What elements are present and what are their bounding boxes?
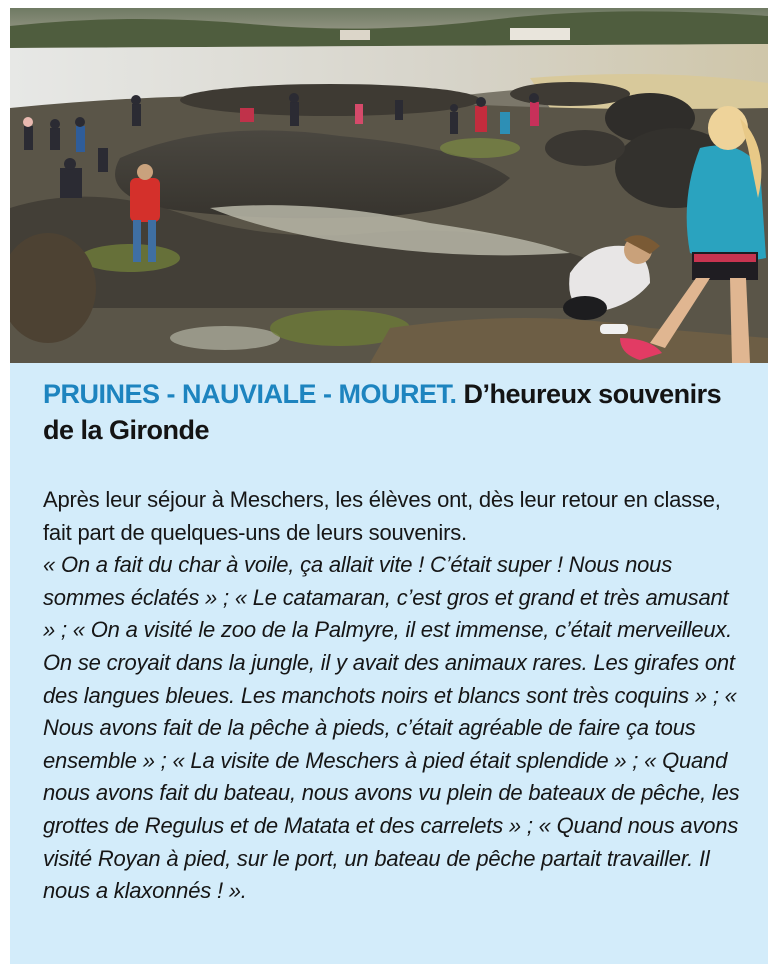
article-intro: Après leur séjour à Meschers, les élèves ont, dès leur retour en classe, fait part de quelques-uns de leurs souvenirs. <box>43 487 721 545</box>
headline-title: D’heureux souvenirs de la Gironde <box>43 379 722 445</box>
article-headline <box>43 376 743 448</box>
article-body <box>43 484 743 908</box>
article-quotes: « On a fait du char à voile, ça allait vite ! C’était super ! Nous nous sommes éclatés » ; « Le catamaran, c’est gros et grand et très amusant » ; « On a visité le zoo de la Palmyre, il est immense, c’était merveilleux. On se croyait dans la jungle, il y avait des animaux rares. Les girafes ont des langues bleues. Les manchots noirs et blancs sont très coquins » ; « Nous avons fait de la pêche à pieds, c’était agréable de faire ça tous ensemble » ; « La visite de Meschers à pied était splendide » ; « Quand nous avons fait du bateau, nous avons vu plein de bateaux de pêche, les grottes de Regulus et de Matata et des carrelets » ; « Quand nous avons visité Royan à pied, sur le port, un bateau de pêche partait travailler. Il nous a klaxonnés ! ». <box>43 552 740 904</box>
beach-rocks-photo <box>10 8 768 363</box>
headline-kicker: PRUINES - NAUVIALE - MOURET. <box>43 379 457 409</box>
article-clipping <box>10 8 768 964</box>
article-photo <box>10 8 768 363</box>
